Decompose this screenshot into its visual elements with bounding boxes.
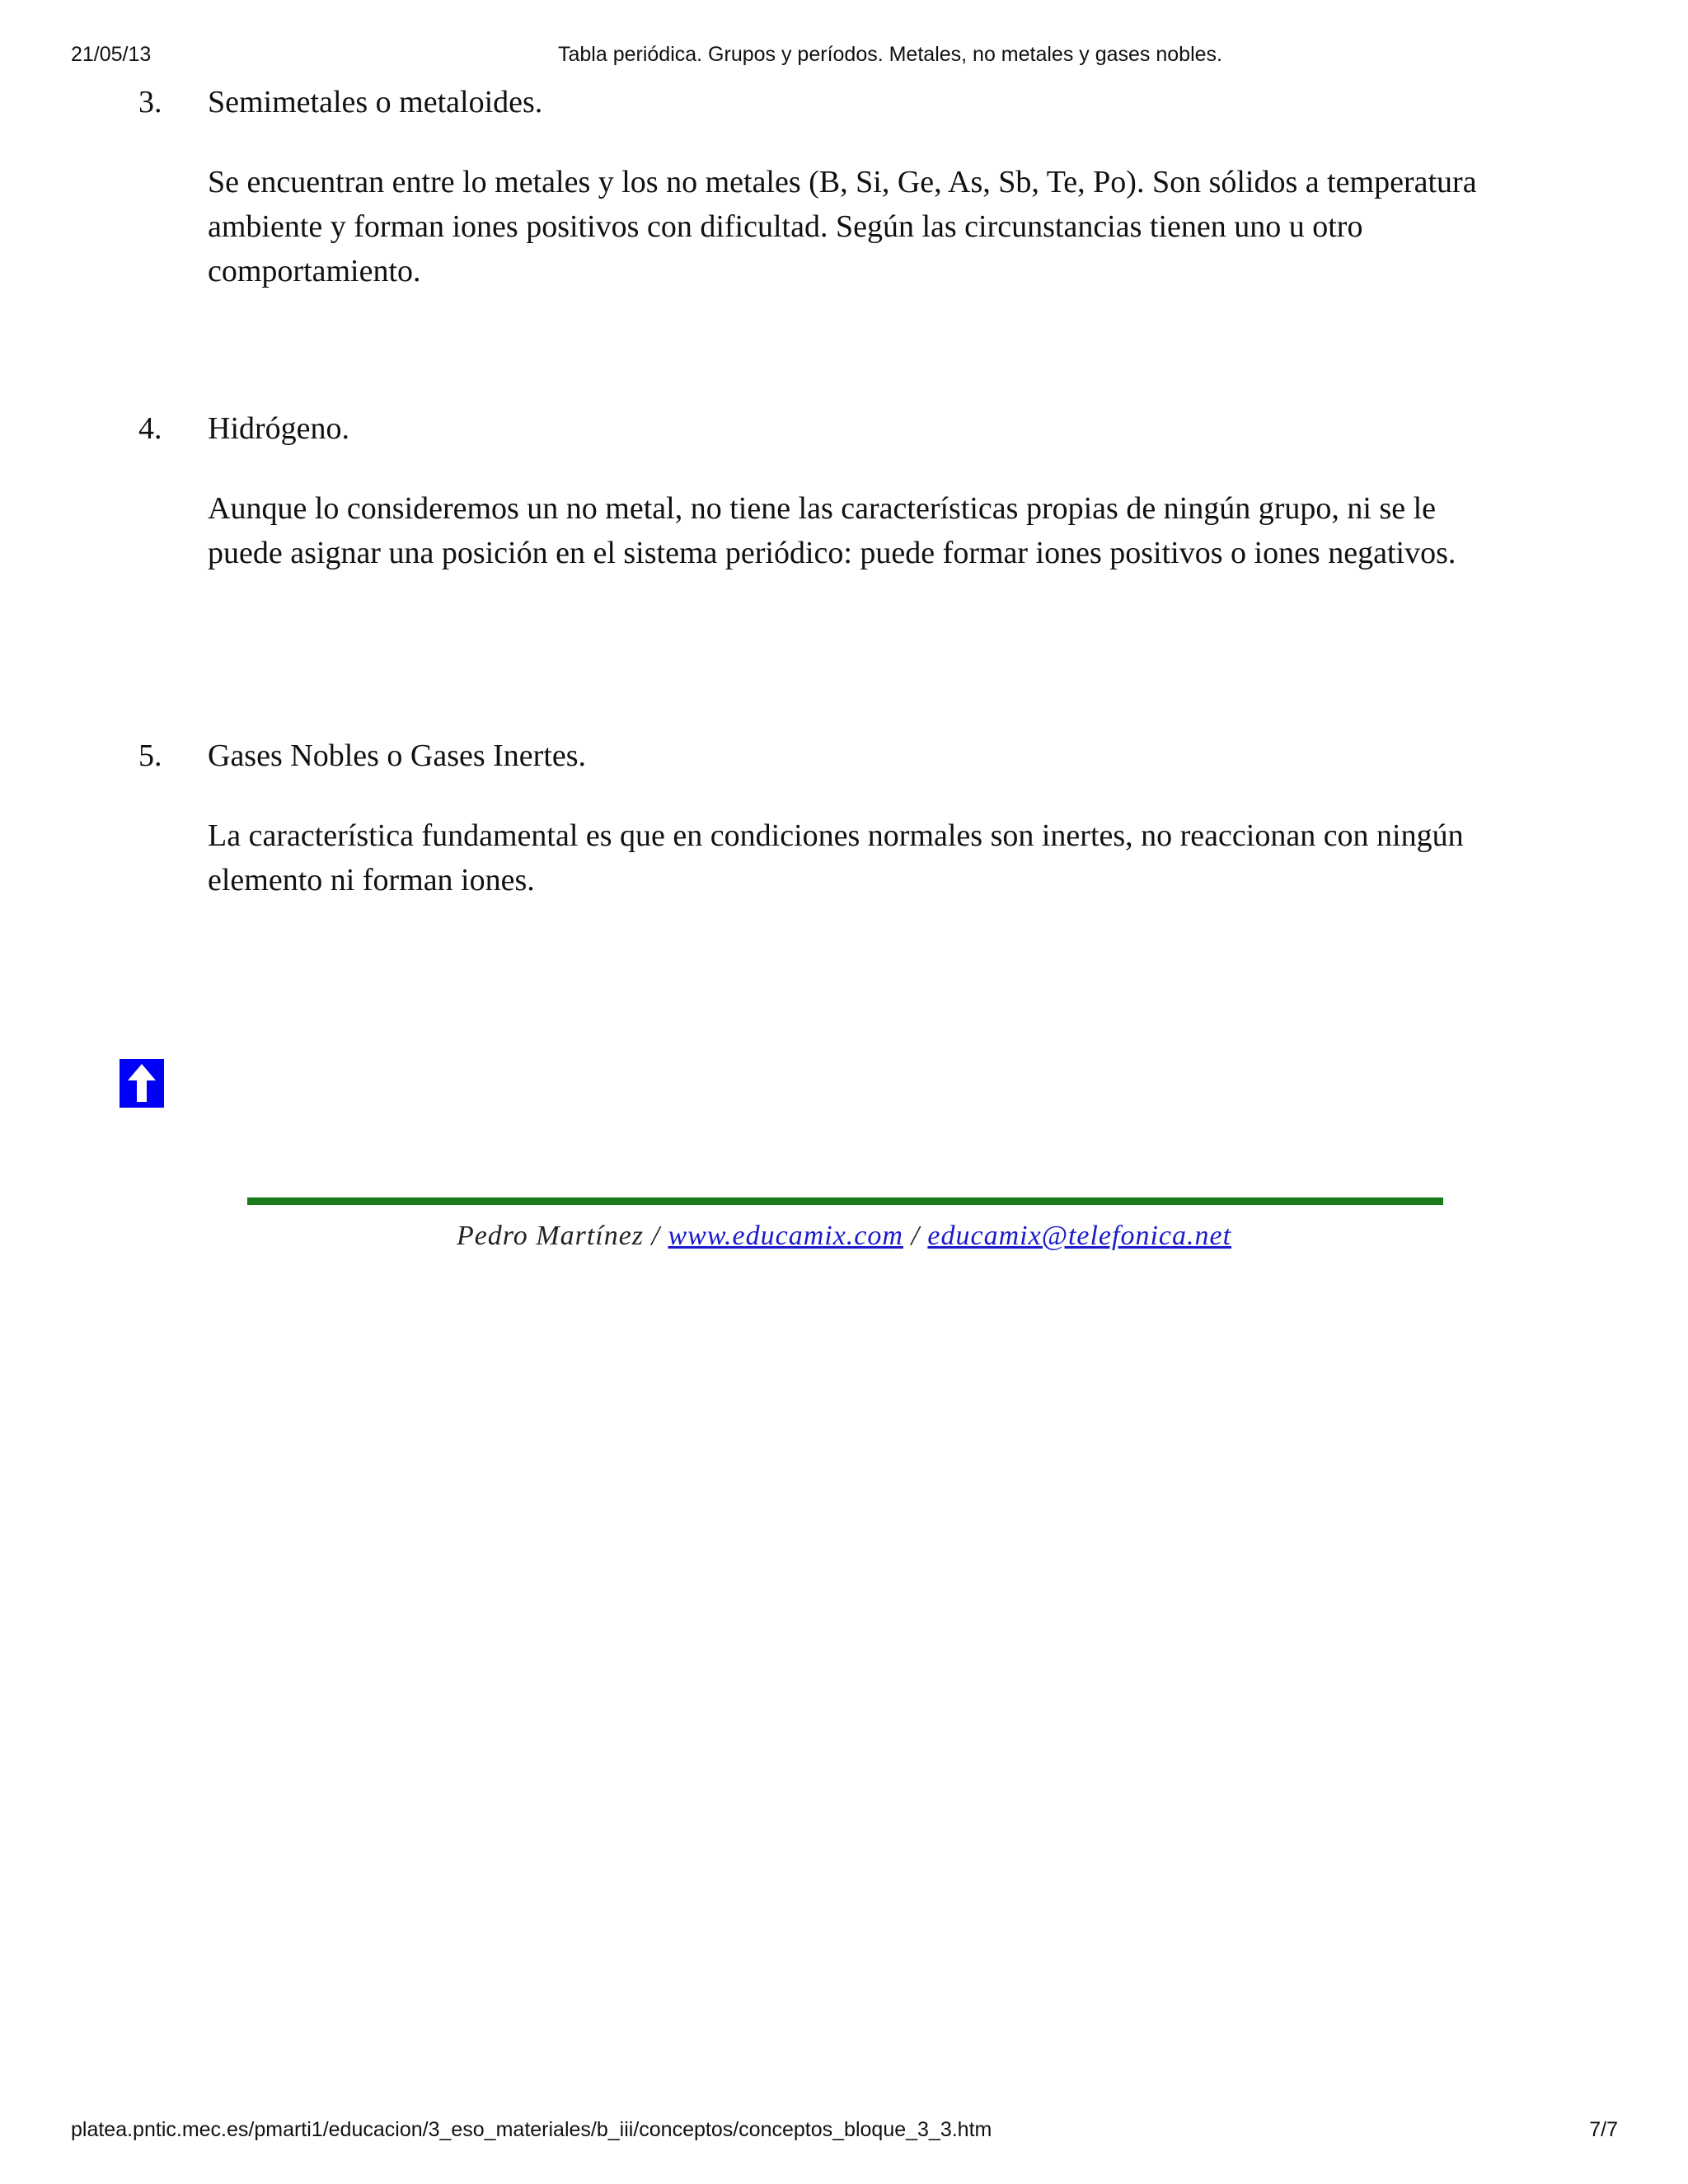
credit-separator: / bbox=[911, 1221, 920, 1251]
list-item-number: 5. bbox=[138, 738, 162, 773]
list-item-description: La característica fundamental es que en condiciones normales son inertes, no reaccionan con ningún elemento ni forman iones. bbox=[208, 818, 1464, 898]
list-item-title: Hidrógeno. bbox=[208, 411, 350, 446]
page-number: 7/7 bbox=[1589, 2118, 1618, 2141]
author-name: Pedro Martínez bbox=[456, 1221, 645, 1251]
credit-separator: / bbox=[651, 1221, 660, 1251]
arrow-up-icon bbox=[120, 1059, 164, 1108]
print-header bbox=[0, 43, 1688, 69]
print-date: 21/05/13 bbox=[71, 43, 152, 66]
footer-divider bbox=[247, 1197, 1443, 1205]
print-page-title: Tabla periódica. Grupos y períodos. Metales, no metales y gases nobles. bbox=[558, 43, 1222, 66]
list-item-description: Aunque lo consideremos un no metal, no tiene las características propias de ningún grupo, ni se le puede asignar una posición en el sistema periódico: puede formar iones positivos o iones negativos. bbox=[208, 491, 1456, 570]
print-url: platea.pntic.mec.es/pmarti1/educacion/3_eso_materiales/b_iii/conceptos/conceptos_bloque_3_3.htm bbox=[71, 2118, 992, 2141]
email-link[interactable]: educamix@telefonica.net bbox=[927, 1221, 1232, 1251]
list-item-title: Gases Nobles o Gases Inertes. bbox=[208, 738, 587, 773]
print-footer bbox=[0, 2118, 1688, 2144]
list-item-number: 4. bbox=[138, 411, 162, 446]
list-item-description: Se encuentran entre lo metales y los no metales (B, Si, Ge, As, Sb, Te, Po). Son sólidos a temperatura ambiente y forman iones positivos con dificultad. Según las circunstancias tienen uno u otro comportamiento. bbox=[208, 165, 1477, 288]
list-item-number: 3. bbox=[138, 85, 162, 120]
website-link[interactable]: www.educamix.com bbox=[668, 1221, 903, 1251]
back-to-top-button[interactable] bbox=[120, 1059, 164, 1108]
credit-line bbox=[0, 1216, 1688, 1256]
list-item-title: Semimetales o metaloides. bbox=[208, 85, 543, 120]
